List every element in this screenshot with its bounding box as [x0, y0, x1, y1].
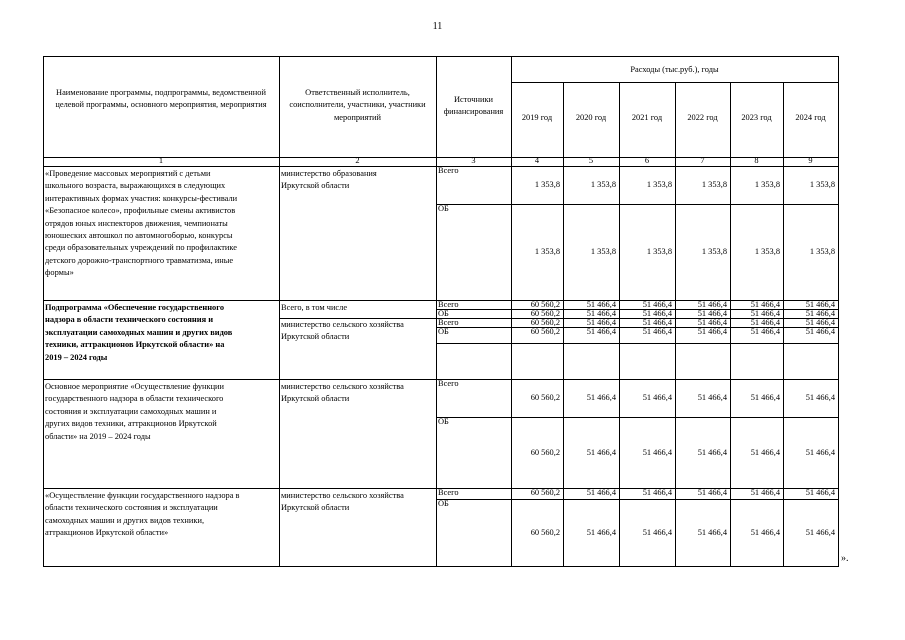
financing-source: Всего: [438, 300, 459, 309]
expense-value: 1 353,8: [646, 180, 672, 189]
financing-subrow-line: [436, 204, 838, 205]
expense-value: 1 353,8: [809, 180, 835, 189]
row-name-line: государственного надзора в области технического: [45, 394, 224, 404]
row-name-line: области» на 2019 – 2024 годы: [45, 431, 151, 441]
header-year: 2021 год: [631, 113, 663, 122]
row-executor-line: министерство сельского хозяйства: [281, 491, 404, 500]
financing-source: ОБ: [438, 499, 449, 508]
financing-source: Всего: [438, 488, 459, 497]
row-name-line: «Осуществление функции государственного надзора в: [45, 491, 240, 500]
expense-value: 51 466,4: [586, 393, 616, 402]
expense-value: 51 466,4: [805, 527, 835, 537]
column-number: 9: [808, 156, 813, 165]
expense-value: 51 466,4: [697, 393, 727, 402]
header-year: 2024 год: [795, 113, 826, 122]
row-name-line: «Безопасное колесо», профильные смены активистов: [45, 206, 236, 216]
row-executor-line: министерство сельского хозяйства: [281, 382, 404, 391]
expense-value: 51 466,4: [642, 488, 672, 497]
column-number: 4: [534, 156, 540, 165]
expense-value: 51 466,4: [642, 527, 672, 537]
row-name-line: состояния и эксплуатации самоходных машин и: [45, 406, 217, 416]
expense-value: 51 466,4: [586, 318, 616, 327]
column-number: 1: [158, 156, 164, 165]
expense-value: 60 560,2: [530, 309, 560, 318]
header-year: 2020 год: [575, 113, 607, 122]
expense-value: 51 466,4: [642, 393, 672, 402]
expense-value: 51 466,4: [586, 447, 616, 457]
header-year: 2022 год: [687, 113, 718, 122]
row-name-line: детского дорожно-транспортного травматизма, иные: [45, 255, 234, 265]
expense-value: 51 466,4: [586, 327, 616, 336]
expense-value: 51 466,4: [697, 318, 727, 327]
row-executor-line: Иркутской области: [281, 394, 350, 404]
row-name-line: Основное мероприятие «Осуществление функции: [45, 382, 225, 391]
page-number: 11: [432, 21, 443, 32]
row-name-line: 2019 – 2024 годы: [45, 352, 108, 362]
financing-subrow-line: [436, 417, 838, 418]
expense-value: 51 466,4: [697, 447, 727, 457]
expense-value: 51 466,4: [586, 309, 616, 318]
expense-value: 51 466,4: [805, 309, 835, 318]
row-executor-line: министерство образования: [281, 169, 377, 178]
row-name-line: других видов техники, аттракционов Иркутской: [45, 419, 217, 429]
header-year: 2023 год: [741, 113, 772, 122]
row-name-line: Подпрограмма «Обеспечение государственного: [45, 303, 225, 312]
expense-value: 51 466,4: [750, 309, 780, 318]
expense-value: 51 466,4: [642, 327, 672, 336]
closing-quote: ».: [841, 553, 849, 564]
expense-value: 51 466,4: [642, 447, 672, 457]
expense-value: 60 560,2: [530, 318, 560, 327]
row-name-line: формы»: [45, 268, 74, 278]
expense-value: 51 466,4: [805, 488, 835, 497]
column-number: 5: [588, 156, 594, 165]
expense-value: 60 560,2: [530, 527, 560, 537]
column-number: 7: [700, 156, 705, 165]
row-name-line: эксплуатации самоходных машин и других видов: [45, 327, 233, 337]
expense-value: 51 466,4: [805, 447, 835, 457]
header-source-column: Источники финансирования: [443, 95, 504, 117]
row-executor-line: Всего, в том числе: [281, 303, 348, 312]
row-name-line: интерактивных формах участия: конкурсы-фестивали: [45, 193, 238, 203]
expense-value: 60 560,2: [530, 300, 560, 309]
expense-value: 1 353,8: [754, 247, 780, 256]
expense-value: 1 353,8: [754, 180, 780, 189]
expense-value: 51 466,4: [642, 318, 672, 327]
column-number: 6: [644, 156, 650, 165]
row-name-line: среди образовательных учреждений по профилактике: [45, 243, 237, 253]
expense-value: 51 466,4: [697, 309, 727, 318]
column-divider: [436, 56, 437, 566]
row-name-line: области технического состояния и эксплуатации: [45, 503, 218, 513]
row-name-line: юношеских автошкол по автомногоборью, конкурсы: [45, 231, 233, 240]
row-executor-line: Иркутской области: [281, 181, 350, 191]
expense-value: 1 353,8: [701, 180, 727, 189]
expense-value: 60 560,2: [530, 488, 560, 497]
expense-value: 60 560,2: [530, 447, 560, 457]
expense-value: 51 466,4: [805, 327, 835, 336]
expense-value: 51 466,4: [750, 393, 780, 402]
expense-value: 1 353,8: [701, 247, 727, 256]
financing-source: Всего: [438, 318, 459, 327]
expense-value: 60 560,2: [530, 327, 560, 336]
expense-value: 1 353,8: [646, 247, 672, 256]
header-expenses: Расходы (тыс.руб.), годы: [630, 65, 719, 74]
row-name-line: самоходных машин и других видов техники,: [45, 515, 205, 525]
expense-value: 60 560,2: [530, 393, 560, 402]
expense-value: 51 466,4: [805, 318, 835, 327]
expense-value: 51 466,4: [586, 488, 616, 497]
expense-value: 51 466,4: [586, 300, 616, 309]
header-year: 2019 год: [521, 113, 553, 122]
expense-value: 1 353,8: [534, 180, 560, 189]
financing-source: ОБ: [438, 327, 449, 336]
expense-value: 1 353,8: [590, 180, 616, 189]
expense-value: 51 466,4: [642, 300, 672, 309]
expenses-header-line: [511, 82, 838, 83]
expense-value: 51 466,4: [750, 447, 780, 457]
expense-value: 51 466,4: [805, 393, 835, 402]
row-name-line: аттракционов Иркутской области»: [45, 528, 169, 538]
row-name-line: «Проведение массовых мероприятий с детьми: [45, 169, 211, 178]
expense-value: 51 466,4: [750, 327, 780, 336]
financing-source: ОБ: [438, 309, 449, 318]
financing-source: Всего: [438, 379, 459, 388]
row-name-line: школьного возраста, выражающихся в следующих: [45, 181, 226, 191]
expense-value: 1 353,8: [590, 247, 616, 256]
expense-value: 51 466,4: [750, 488, 780, 497]
expense-value: 51 466,4: [697, 527, 727, 537]
column-number: 8: [754, 156, 759, 165]
header-executor-column: Ответственный исполнитель, соисполнители, участники, участники мероприятий: [289, 88, 426, 122]
row-executor-line: министерство сельского хозяйства: [281, 320, 404, 329]
financing-source: Всего: [438, 166, 459, 175]
expense-value: 51 466,4: [586, 527, 616, 537]
row-name-line: техники, аттракционов Иркутской области» на: [45, 340, 225, 350]
header-name-column: Наименование программы, подпрограммы, ведомственной целевой программы, основного мероприятия, мероприятия: [55, 88, 267, 110]
expense-value: 51 466,4: [750, 527, 780, 537]
expense-value: 1 353,8: [809, 247, 835, 256]
financing-source: ОБ: [438, 417, 449, 426]
row-executor-line: Иркутской области: [281, 332, 350, 342]
expense-value: 51 466,4: [697, 488, 727, 497]
column-number: 2: [355, 156, 360, 165]
column-divider: [279, 56, 280, 566]
expense-value: 51 466,4: [805, 300, 835, 309]
expense-value: 51 466,4: [697, 327, 727, 336]
column-number: 3: [471, 156, 476, 165]
expense-value: 51 466,4: [750, 318, 780, 327]
financing-subrow-line: [436, 343, 838, 344]
expense-value: 51 466,4: [642, 309, 672, 318]
row-name-line: надзора в области технического состояния и: [45, 315, 214, 325]
financing-source: ОБ: [438, 204, 449, 213]
expense-value: 51 466,4: [697, 300, 727, 309]
row-name-line: отрядов юных инспекторов движения, чемпионаты: [45, 218, 228, 228]
row-executor-line: Иркутской области: [281, 503, 350, 513]
expense-value: 1 353,8: [534, 247, 560, 256]
expense-value: 51 466,4: [750, 300, 780, 309]
